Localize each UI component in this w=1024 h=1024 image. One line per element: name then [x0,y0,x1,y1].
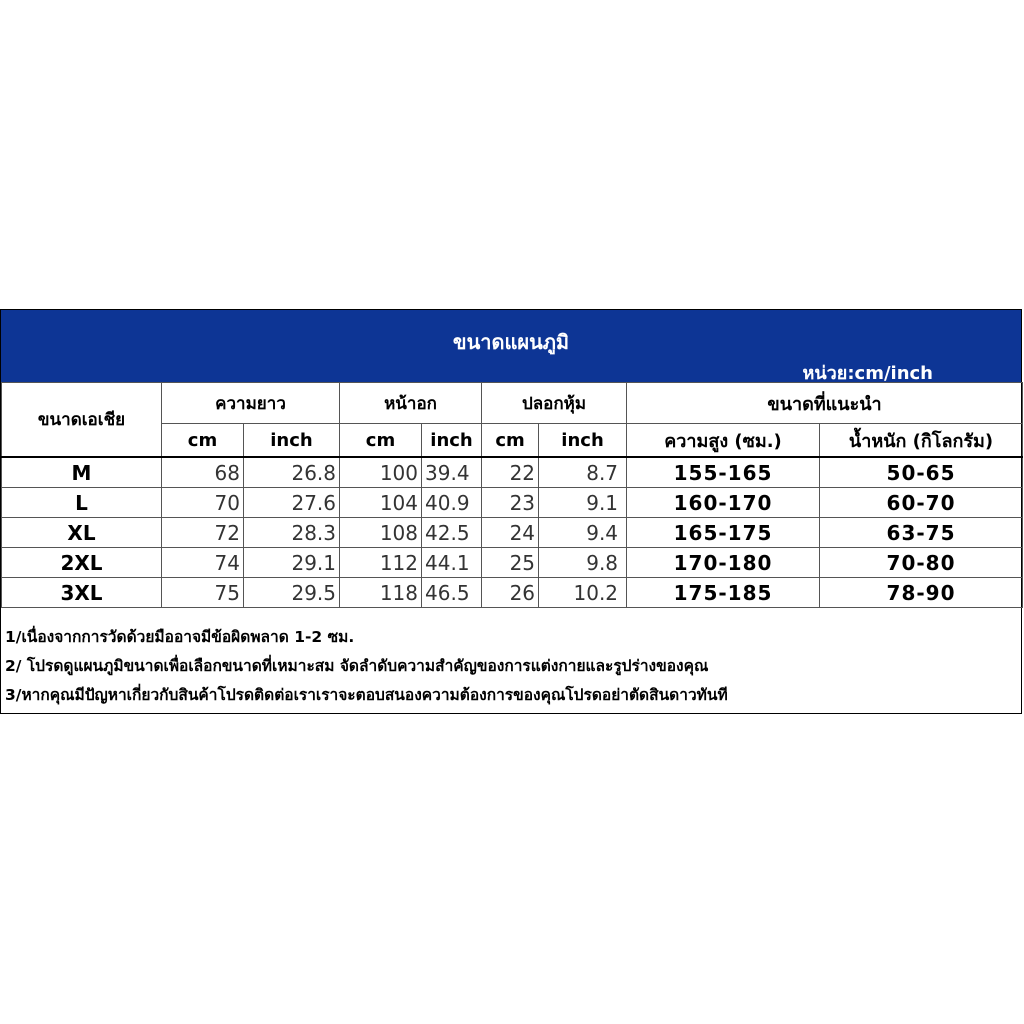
sleeve-inch-header: inch [539,424,627,458]
sleeve-cm-cell: 23 [482,488,539,518]
weight-cell: 63-75 [820,518,1023,548]
sleeve-inch-cell: 9.8 [539,548,627,578]
chest-inch-cell: 42.5 [422,518,482,548]
weight-cell: 78-90 [820,578,1023,608]
length-inch-cell: 27.6 [244,488,340,518]
weight-header: น้ำหนัก (กิโลกรัม) [820,424,1023,458]
weight-cell: 50-65 [820,457,1023,488]
note-line: 2/ โปรดดูแผนภูมิขนาดเพื่อเลือกขนาดที่เหมาะสม จัดลำดับความสำคัญของการแต่งกายและรูปร่างของคุณ [5,657,709,675]
chest-inch-cell: 46.5 [422,578,482,608]
chest-cm-cell: 100 [340,457,422,488]
height-cell: 175-185 [627,578,820,608]
sleeve-cm-cell: 22 [482,457,539,488]
length-cm-cell: 72 [162,518,244,548]
height-cell: 155-165 [627,457,820,488]
size-cell: L [2,488,162,518]
size-cell: 3XL [2,578,162,608]
recommended-size-header: ขนาดที่แนะนำ [627,383,1023,424]
table-row [2,488,1023,518]
size-cell: M [2,457,162,488]
unit-label: หน่วย:cm/inch [802,363,933,384]
length-inch-cell: 29.5 [244,578,340,608]
length-header: ความยาว [162,383,340,424]
note-line: 3/หากคุณมีปัญหาเกี่ยวกับสินค้าโปรดติดต่อเราเราจะตอบสนองความต้องการของคุณโปรดอย่าตัดสินดาวทันที [5,686,728,704]
chest-inch-cell: 44.1 [422,548,482,578]
size-chart [0,309,1022,714]
notes-section [5,623,728,710]
chest-cm-header: cm [340,424,422,458]
length-cm-cell: 70 [162,488,244,518]
size-cell: 2XL [2,548,162,578]
sleeve-cm-header: cm [482,424,539,458]
sleeve-inch-cell: 9.4 [539,518,627,548]
chest-inch-cell: 39.4 [422,457,482,488]
length-inch-cell: 28.3 [244,518,340,548]
chest-inch-header: inch [422,424,482,458]
sleeve-cm-cell: 25 [482,548,539,578]
table-row [2,548,1023,578]
chest-cm-cell: 108 [340,518,422,548]
height-cell: 165-175 [627,518,820,548]
note-line: 1/เนื่องจากการวัดด้วยมืออาจมีข้อผิดพลาด 1-2 ซม. [5,628,355,646]
chest-cm-cell: 112 [340,548,422,578]
table-row [2,518,1023,548]
height-header: ความสูง (ซม.) [627,424,820,458]
weight-cell: 70-80 [820,548,1023,578]
table-row [2,457,1023,488]
asian-size-header: ขนาดเอเชีย [2,383,162,458]
sleeve-cm-cell: 26 [482,578,539,608]
sleeve-inch-cell: 10.2 [539,578,627,608]
height-cell: 170-180 [627,548,820,578]
length-cm-cell: 68 [162,457,244,488]
weight-cell: 60-70 [820,488,1023,518]
chest-cm-cell: 118 [340,578,422,608]
header-row-1 [2,383,1023,424]
chart-title: ขนาดแผนภูมิ [452,330,570,354]
length-cm-cell: 75 [162,578,244,608]
chest-cm-cell: 104 [340,488,422,518]
table-row [2,578,1023,608]
length-inch-cell: 26.8 [244,457,340,488]
size-cell: XL [2,518,162,548]
length-inch-cell: 29.1 [244,548,340,578]
sleeve-inch-cell: 9.1 [539,488,627,518]
length-cm-header: cm [162,424,244,458]
chart-header [1,310,1021,382]
chest-header: หน้าอก [340,383,482,424]
chest-inch-cell: 40.9 [422,488,482,518]
sleeve-header: ปลอกหุ้ม [482,383,627,424]
length-cm-cell: 74 [162,548,244,578]
size-table [1,382,1023,608]
length-inch-header: inch [244,424,340,458]
sleeve-inch-cell: 8.7 [539,457,627,488]
sleeve-cm-cell: 24 [482,518,539,548]
height-cell: 160-170 [627,488,820,518]
